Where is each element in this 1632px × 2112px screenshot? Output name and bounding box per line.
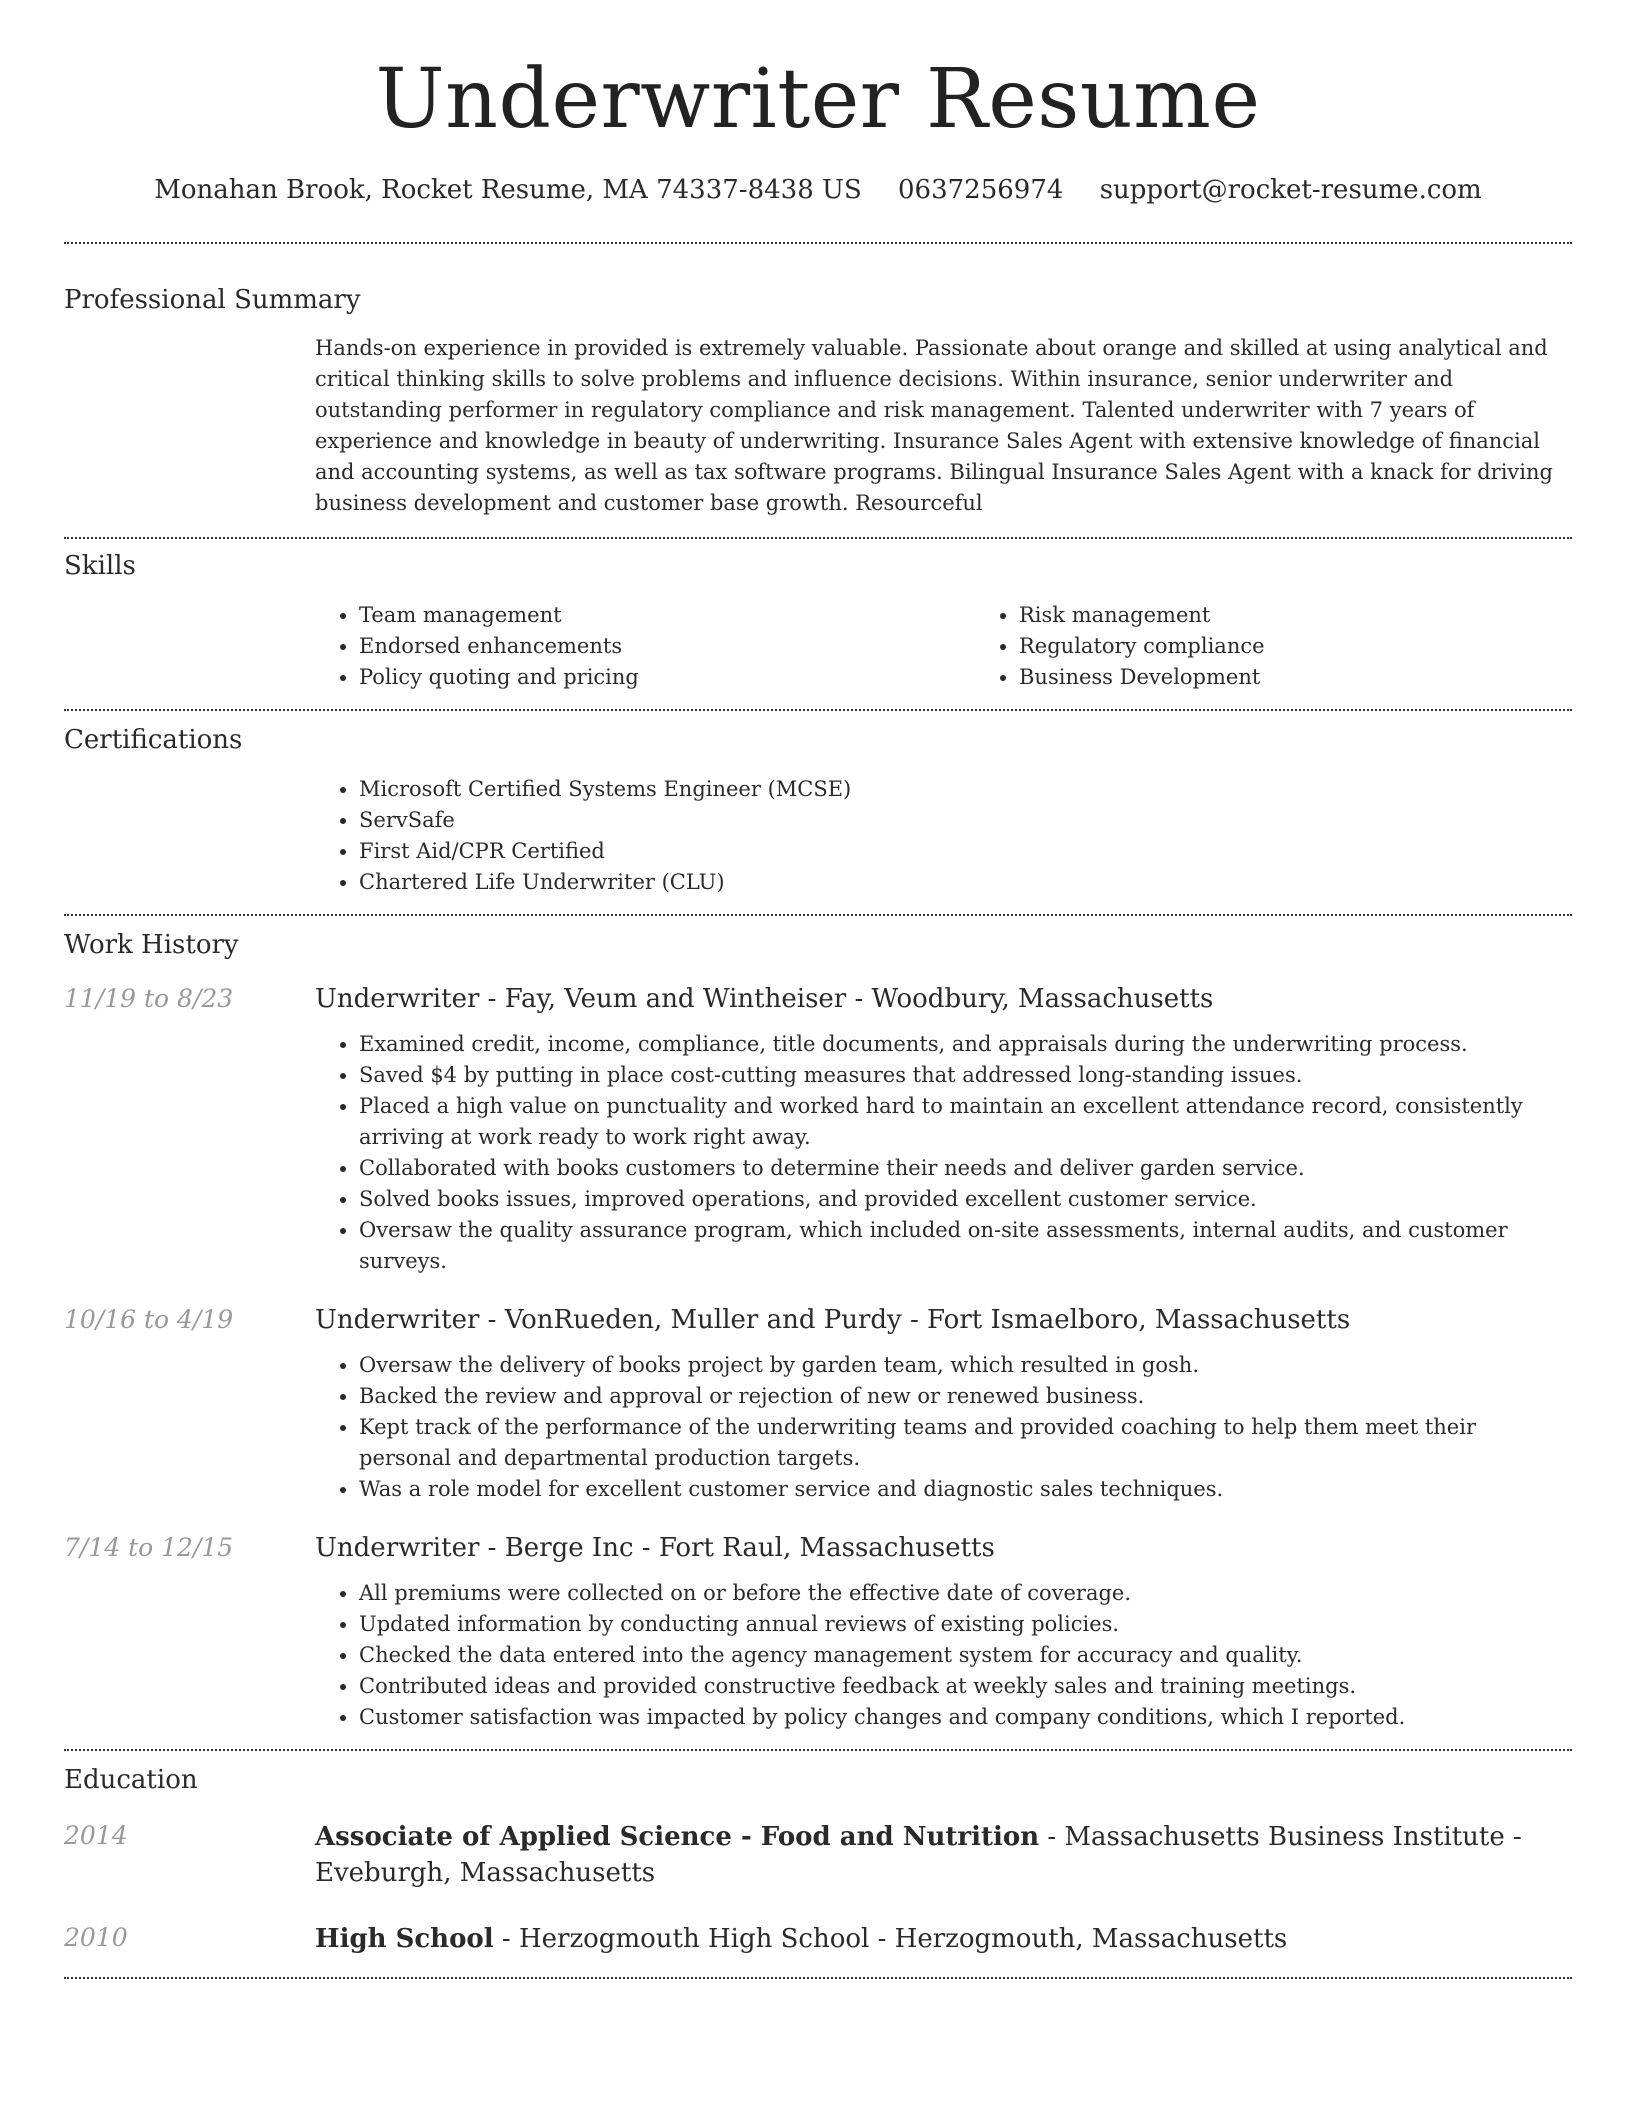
list-item: • Microsoft Certified Systems Engineer (MCSE) xyxy=(359,774,1572,805)
section-title-education: Education xyxy=(64,1765,198,1795)
list-item: • Collaborated with books customers to determine their needs and deliver garden service. xyxy=(359,1153,1572,1184)
section-title-work: Work History xyxy=(64,930,239,960)
list-item: • Kept track of the performance of the underwriting teams and provided coaching to help them meet their personal and departmental production targets. xyxy=(359,1412,1572,1474)
job-entry xyxy=(64,1531,1572,1733)
contact-email: support@rocket-resume.com xyxy=(1099,175,1482,205)
certifications-list xyxy=(315,774,1572,898)
job-title: Underwriter - VonRueden, Muller and Purdy - Fort Ismaelboro, Massachusetts xyxy=(315,1305,1351,1335)
list-item: • Endorsed enhancements xyxy=(359,631,975,662)
list-item: • Customer satisfaction was impacted by policy changes and company conditions, which I reported. xyxy=(359,1702,1572,1733)
resume-page xyxy=(64,0,1572,1979)
list-item: • Team management xyxy=(359,600,975,631)
job-dates: 7/14 to 12/15 xyxy=(64,1533,234,1562)
list-item: • Backed the review and approval or rejection of new or renewed business. xyxy=(359,1381,1572,1412)
education-entry xyxy=(64,1819,1572,1891)
summary-section xyxy=(64,283,1572,519)
divider xyxy=(64,709,1572,711)
list-item: • Risk management xyxy=(1019,600,1632,631)
divider xyxy=(64,1977,1572,1979)
list-item: • Checked the data entered into the agency management system for accuracy and quality. xyxy=(359,1640,1572,1671)
list-item: • Oversaw the quality assurance program, which included on-site assessments, internal audits, and customer surveys. xyxy=(359,1215,1572,1277)
section-title-summary: Professional Summary xyxy=(64,285,361,315)
divider xyxy=(64,242,1572,244)
contact-phone: 0637256974 xyxy=(898,175,1064,205)
resume-title: Underwriter Resume xyxy=(375,52,1261,147)
summary-text: Hands-on experience in provided is extremely valuable. Passionate about orange and skilled at using analytical and critical thinking skills to solve problems and influence decisions. Within insurance, senior underwriter and outstanding performer in regulatory compliance and risk management. Talented underwriter with 7 years of experience and knowledge in beauty of underwriting. Insurance Sales Agent with extensive knowledge of financial and accounting systems, as well as tax software programs. Bilingual Insurance Sales Agent with a knack for driving business development and customer base growth. Resourceful xyxy=(315,336,1553,515)
job-bullets xyxy=(315,1029,1572,1277)
skills-section xyxy=(64,549,1572,693)
job-entry xyxy=(64,982,1572,1277)
section-title-skills: Skills xyxy=(64,551,136,581)
certifications-section xyxy=(64,723,1572,898)
education-title: High School - Herzogmouth High School - Herzogmouth, Massachusetts xyxy=(315,1924,1288,1954)
list-item: • ServSafe xyxy=(359,805,1572,836)
skills-list-left xyxy=(315,600,975,693)
job-bullets xyxy=(315,1350,1572,1505)
divider xyxy=(64,1749,1572,1751)
list-item: • All premiums were collected on or before the effective date of coverage. xyxy=(359,1578,1572,1609)
job-title: Underwriter - Berge Inc - Fort Raul, Massachusetts xyxy=(315,1533,995,1563)
list-item: • Placed a high value on punctuality and worked hard to maintain an excellent attendance record, consistently arriving at work ready to work right away. xyxy=(359,1091,1572,1153)
divider xyxy=(64,914,1572,916)
list-item: • Business Development xyxy=(1019,662,1632,693)
contact-address: Monahan Brook, Rocket Resume, MA 74337-8438 US xyxy=(154,175,862,205)
job-bullets xyxy=(315,1578,1572,1733)
work-history-section xyxy=(64,928,1572,1733)
list-item: • Was a role model for excellent customer service and diagnostic sales techniques. xyxy=(359,1474,1572,1505)
contact-line xyxy=(64,172,1572,208)
list-item: • Oversaw the delivery of books project by garden team, which resulted in gosh. xyxy=(359,1350,1572,1381)
education-year: 2014 xyxy=(64,1821,128,1850)
list-item: • Regulatory compliance xyxy=(1019,631,1632,662)
education-year: 2010 xyxy=(64,1923,128,1952)
list-item: • Saved $4 by putting in place cost-cutting measures that addressed long-standing issues. xyxy=(359,1060,1572,1091)
job-entry xyxy=(64,1303,1572,1505)
list-item: • Examined credit, income, compliance, title documents, and appraisals during the underwriting process. xyxy=(359,1029,1572,1060)
section-title-certifications: Certifications xyxy=(64,725,243,755)
education-title: Associate of Applied Science - Food and Nutrition - Massachusetts Business Institute - Eveburgh, Massachusetts xyxy=(315,1822,1522,1888)
job-dates: 10/16 to 4/19 xyxy=(64,1305,234,1334)
list-item: • First Aid/CPR Certified xyxy=(359,836,1572,867)
list-item: • Solved books issues, improved operations, and provided excellent customer service. xyxy=(359,1184,1572,1215)
list-item: • Chartered Life Underwriter (CLU) xyxy=(359,867,1572,898)
divider xyxy=(64,537,1572,539)
skills-list-right xyxy=(975,600,1632,693)
list-item: • Updated information by conducting annual reviews of existing policies. xyxy=(359,1609,1572,1640)
job-title: Underwriter - Fay, Veum and Wintheiser - Woodbury, Massachusetts xyxy=(315,984,1214,1014)
job-dates: 11/19 to 8/23 xyxy=(64,984,234,1013)
list-item: • Policy quoting and pricing xyxy=(359,662,975,693)
education-entry xyxy=(64,1921,1572,1957)
list-item: • Contributed ideas and provided constructive feedback at weekly sales and training meetings. xyxy=(359,1671,1572,1702)
education-section xyxy=(64,1763,1572,1957)
